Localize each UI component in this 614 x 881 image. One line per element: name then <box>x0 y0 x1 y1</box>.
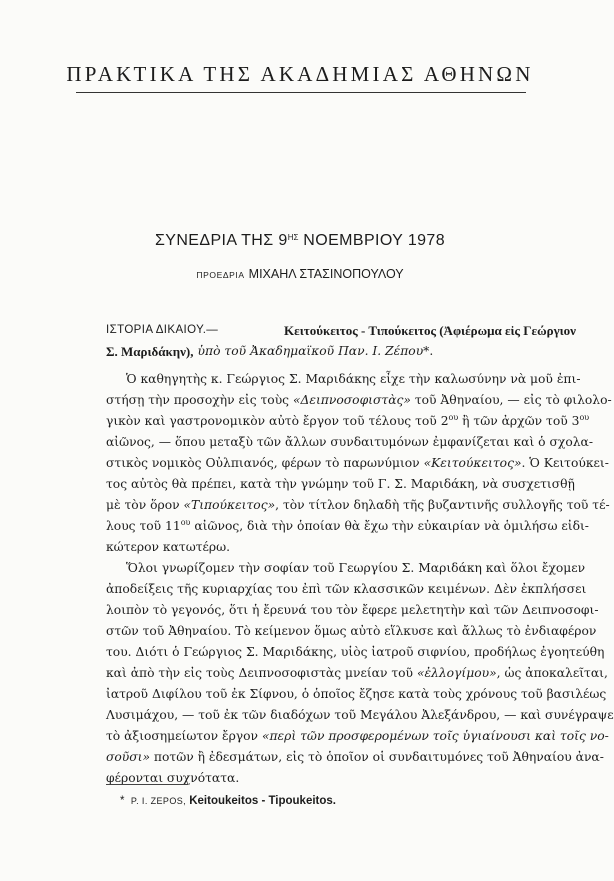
journal-running-header: ΠΡΑΚΤΙΚΑ ΤΗΣ ΑΚΑΔΗΜΙΑΣ ΑΘΗΝΩΝ <box>66 62 534 86</box>
footnote-mark: * <box>120 795 125 807</box>
footnote-author: P. I. ZEPOS, <box>130 796 187 806</box>
text-line: σοῦσι» ποτῶν ἢ ἐδεσμάτων, εἰς τὸ ὁποῖον οἱ συνδαιτυμόνες τοῦ Ἀθηναίου ἀνα- <box>106 750 604 764</box>
text-line: Λυσιμάχου, — τοῦ ἐκ τῶν διαδόχων τοῦ Μεγάλου Ἀλεξάνδρου, — καὶ συνέγραψε <box>106 708 614 722</box>
presidency-name: ΜΙΧΑΗΛ ΣΤΑΣΙΝΟΠΟΥΛΟΥ <box>248 267 404 281</box>
paragraph-1 <box>106 369 612 558</box>
text-line: τὸ ἀξιοσημείωτον ἔργον «περὶ τῶν προσφερομένων τοῖς ὑγιαίνουσι καὶ τοῖς νο- <box>106 729 609 743</box>
text-line: αἰῶνος, — ὅπου μεταξὺ τῶν ἄλλων συνδαιτυμόνων ἐμφανίζεται καὶ ὁ σχολα- <box>106 435 593 449</box>
session-title-before: ΣΥΝΕΔΡΙΑ ΤΗΣ 9 <box>154 232 288 249</box>
text-line: στικὸς νομικὸς Οὐλπιανός, φέρων τὸ παρωνύμιον «Κειτούκειτος». Ὁ Κειτούκει- <box>106 456 609 470</box>
footnote-title: Keitoukeitos - Tipoukeitos. <box>189 795 336 807</box>
article-heading-line-2 <box>106 341 576 362</box>
text-line: Ὅλοι γνωρίζομεν τὴν σοφίαν τοῦ Γεωργίου Σ. Μαριδάκη καὶ ὅλοι ἔχομεν <box>126 561 586 575</box>
article-title-line-2: Σ. Μαριδάκην), <box>106 344 194 359</box>
article-author: Ἀκαδημαϊκοῦ Παν. Ι. Ζέπου <box>250 344 424 358</box>
session-title-after: ΝΟΕΜΒΡΙΟΥ 1978 <box>298 232 446 249</box>
paragraph-2 <box>106 558 614 789</box>
article-section: ΙΣΤΟΡΙΑ ΔΙΚΑΙΟΥ.— <box>106 324 219 336</box>
article-author-mark: *. <box>423 344 434 358</box>
footnote <box>120 795 336 807</box>
article-author-prefix: ὑπὸ τοῦ <box>197 344 247 358</box>
text-line: τος αὐτὸς θὰ πρέπει, κατὰ τὴν γνώμην τοῦ Γ. Σ. Μαριδάκη, νὰ συσχετισθῇ <box>106 477 575 491</box>
text-line: φέρονται συχνότατα. <box>106 771 240 785</box>
session-title-superscript: ΗΣ <box>287 233 299 242</box>
text-line: μὲ τὸν ὅρον «Τιπούκειτος», τὸν τίτλον δηλαδὴ τῆς βυζαντινῆς συλλογῆς τοῦ τέ- <box>106 498 610 512</box>
text-line: λους τοῦ $11^{o\upsilon}$ αἰῶνος, διὰ τὴν ὁποίαν θὰ ἔχω τὴν εὐκαιρίαν νὰ ὁμιλήσω εἰδι- <box>106 518 589 533</box>
article-title-line-1: Κειτούκειτος - Τιπούκειτος (Ἀφιέρωμα εἰς Γεώργιον <box>284 323 576 338</box>
footnote-rule <box>106 784 188 785</box>
text-line: στῶν τοῦ Ἀθηναίου. Τὸ κείμενον ὅμως αὐτὸ εἵλκυσε καὶ ἄλλως τὸ ἐνδιαφέρον <box>106 624 597 638</box>
header-rule <box>76 92 526 93</box>
text-line: καὶ ἀπὸ τὴν εἰς τοὺς Δειπνοσοφιστὰς μνείαν τοῦ «ἐλλογίμου», ὡς ἀποκαλεῖται, <box>106 666 608 680</box>
article-body <box>106 320 614 789</box>
text-line: κώτερον κατωτέρω. <box>106 540 231 554</box>
text-line: γικὸν καὶ γαστρονομικὸν αὐτὸ ἔργον τοῦ τέλους τοῦ $2^{o\upsilon}$ ἢ τῶν ἀρχῶν τοῦ $3^{o\upsilon}$ <box>106 413 590 428</box>
session-title <box>0 232 600 250</box>
text-line: ἰατροῦ Διφίλου τοῦ ἐκ Σίφνου, ὁ ὁποῖος ἔζησε κατὰ τοὺς χρόνους τοῦ βασιλέως <box>106 687 607 701</box>
presidency-line <box>0 267 600 281</box>
text-line: στήσῃ τὴν προσοχὴν εἰς τοὺς «Δειπνοσοφιστὰς» τοῦ Ἀθηναίου, — εἰς τὸ φιλολο- <box>106 393 612 407</box>
text-line: Ὁ καθηγητὴς κ. Γεώργιος Σ. Μαριδάκης εἶχε τὴν καλωσύνην νὰ μοῦ ἐπι- <box>126 372 581 386</box>
text-line: του. Διότι ὁ Γεώργιος Σ. Μαριδάκης, υἱὸς ἰατροῦ σιφνίου, προδήλως ἐγοητεύθη <box>106 645 605 659</box>
text-line: ἀποδείξεις τῆς κυριαρχίας του ἐπὶ τῶν κλασσικῶν κειμένων. Δὲν ἐκπλήσσει <box>106 582 587 596</box>
presidency-label: ΠΡΟΕΔΡΙΑ <box>196 270 245 280</box>
article-heading-line-1 <box>106 320 576 341</box>
text-line: λοιπὸν τὸ γεγονός, ὅτι ἡ ἔρευνά του τὸν ἔφερε μελετητὴν καὶ τῶν Δειπνοσοφι- <box>106 603 599 617</box>
